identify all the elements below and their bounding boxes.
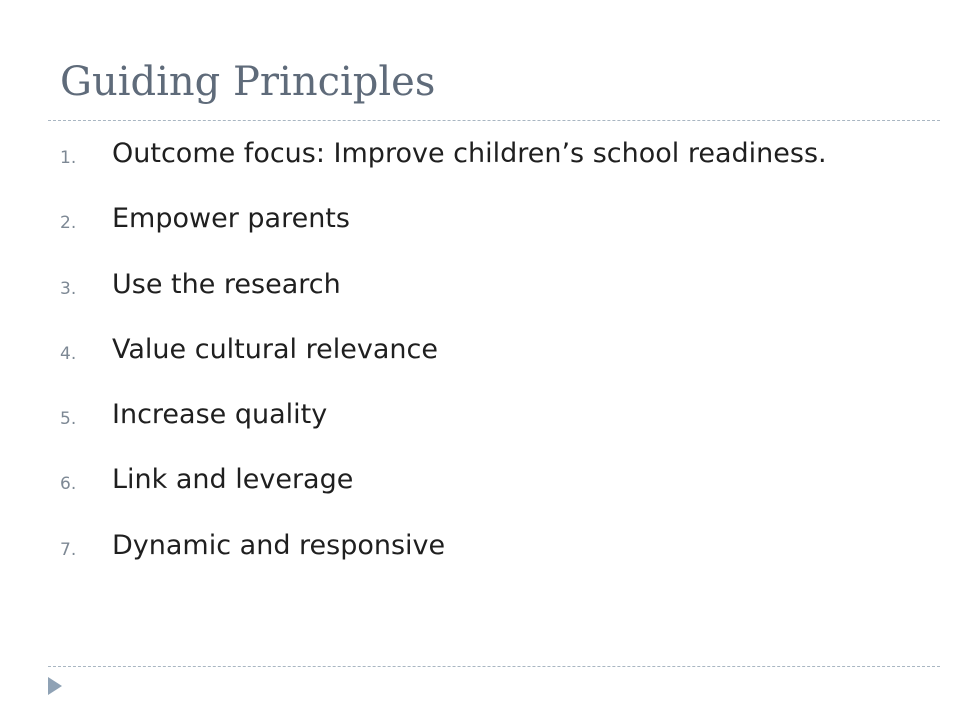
list-item-text: Dynamic and responsive (112, 529, 446, 561)
slide-title: Guiding Principles (60, 59, 436, 105)
triangle-right-icon (44, 674, 64, 698)
list-item-number: 7. (60, 539, 77, 560)
list-item (60, 332, 920, 397)
list-item (60, 201, 920, 266)
list-item-number: 5. (60, 409, 77, 430)
list-item-number: 1. (60, 148, 77, 168)
list-item (60, 397, 920, 462)
list-item (60, 136, 920, 201)
list-item-number: 6. (60, 474, 77, 495)
list-item-number: 2. (60, 213, 77, 234)
list-item-number: 4. (60, 343, 77, 364)
list-item-text: Value cultural relevance (112, 333, 438, 365)
list-item-number: 3. (60, 278, 77, 299)
principles-list (60, 136, 920, 593)
list-item-text: Link and leverage (112, 464, 354, 496)
list-item-text: Outcome focus: Improve children’s school readiness. (112, 138, 827, 169)
list-item (60, 528, 920, 593)
list-item (60, 267, 920, 332)
list-item (60, 462, 920, 527)
bottom-divider (48, 666, 940, 667)
list-item-text: Increase quality (112, 399, 328, 431)
list-item-text: Empower parents (112, 203, 350, 235)
top-divider (48, 120, 940, 121)
list-item-text: Use the research (112, 268, 341, 300)
